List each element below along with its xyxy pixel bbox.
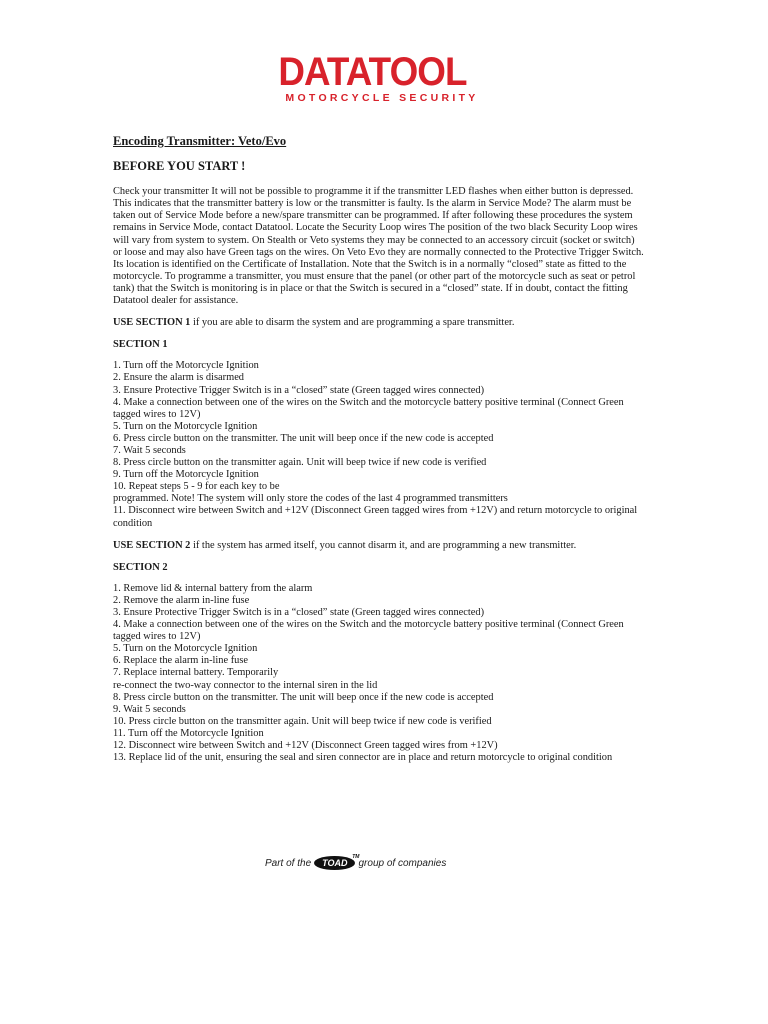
section2-steps (113, 583, 645, 764)
section1-steps (113, 360, 645, 529)
section2-usage (113, 540, 645, 552)
footer-prefix: Part of the (265, 857, 312, 869)
intro-paragraph: Check your transmitter It will not be possible to programme it if the transmitter LED flashes when either button is depressed. This indicates that the transmitter battery is low or the transmitter is faulty. Is the alarm in Service Mode? The alarm must be taken out of Service Mode before a new/spare transmitter can be programmed. If after following these procedures the system remains in Service Mode, contact Datatool. Locate the Security Loop wires The position of the two black Security Loop wires will vary from system to system. On Stealth or Veto systems they may be connected to an accessory circuit (socket or switch) or loose and may also have Green tags on the wires. On Veto Evo they are normally connected to the Protective Trigger Switch. Its location is identified on the Certificate of Installation. Note that the Switch is in a normally “closed” state as fitted to the motorcycle. To programme a transmitter, you must ensure that the panel (or other part of the motorcycle such as seat or petrol tank) that the Switch is monitoring is in place or that the Switch is secured in a “closed” state. If in doubt, contact the fitting Datatool dealer for assistance. (113, 186, 644, 307)
list-item: 7. Replace internal battery. Temporarily (113, 667, 279, 679)
list-item: 1. Remove lid & internal battery from the alarm (113, 582, 313, 594)
section1-heading: SECTION 1 (113, 339, 168, 351)
list-item: 7. Wait 5 seconds (113, 444, 186, 456)
trademark-mark: TM (352, 854, 360, 860)
list-item: 13. Replace lid of the unit, ensuring the seal and siren connector are in place and return motorcycle to original condition (113, 752, 613, 764)
list-item: 3. Ensure Protective Trigger Switch is in a “closed” state (Green tagged wires connected) (113, 384, 485, 396)
section1-usage-label: USE SECTION 1 (113, 317, 191, 329)
list-item: 4. Make a connection between one of the wires on the Switch and the motorcycle battery positive terminal (Connect Green tagged wires to 12V) (113, 619, 624, 643)
section1-usage-text: if you are able to disarm the system and are programming a spare transmitter. (190, 317, 515, 329)
list-item: re-connect the two-way connector to the internal siren in the lid (113, 679, 378, 691)
list-item: 2. Remove the alarm in-line fuse (113, 594, 250, 606)
list-item: 5. Turn on the Motorcycle Ignition (113, 420, 258, 432)
document-title: Encoding Transmitter: Veto/Evo (113, 134, 287, 148)
toad-logo (314, 854, 360, 870)
list-item: 12. Disconnect wire between Switch and +12V (Disconnect Green tagged wires from +12V) (113, 740, 498, 752)
list-item: 8. Press circle button on the transmitter. The unit will beep once if the new code is accepted (113, 691, 494, 703)
list-item: 6. Replace the alarm in-line fuse (113, 655, 249, 667)
list-item: 6. Press circle button on the transmitter. The unit will beep once if the new code is accepted (113, 432, 494, 444)
document-body (113, 135, 645, 774)
section1-usage (113, 317, 645, 329)
footer-suffix: group of companies (358, 857, 447, 869)
list-item: 10. Press circle button on the transmitter again. Unit will beep twice if new code is verified (113, 715, 492, 727)
section2-heading: SECTION 2 (113, 561, 168, 573)
list-item: 1. Turn off the Motorcycle Ignition (113, 360, 259, 372)
list-item: programmed. Note! The system will only store the codes of the last 4 programmed transmitters (113, 493, 508, 505)
list-item: 4. Make a connection between one of the wires on the Switch and the motorcycle battery positive terminal (Connect Green tagged wires to 12V) (113, 396, 624, 420)
list-item: 9. Turn off the Motorcycle Ignition (113, 469, 259, 481)
list-item: 9. Wait 5 seconds (113, 703, 186, 715)
logo-brand: DATATOOL (278, 50, 467, 94)
list-item: 2. Ensure the alarm is disarmed (113, 372, 244, 384)
toad-logo-text: TOAD (322, 858, 348, 868)
section2-usage-text: if the system has armed itself, you cannot disarm it, and are programming a new transmitter. (190, 539, 577, 551)
list-item: 5. Turn on the Motorcycle Ignition (113, 643, 258, 655)
list-item: 11. Disconnect wire between Switch and +12V (Disconnect Green tagged wires from +12V) and return motorcycle to original condition (113, 505, 638, 529)
list-item: 8. Press circle button on the transmitter again. Unit will beep twice if new code is verified (113, 457, 487, 469)
logo-tagline: MOTORCYCLE SECURITY (285, 92, 479, 104)
list-item: 11. Turn off the Motorcycle Ignition (113, 727, 264, 739)
footer-toad-group (265, 852, 505, 874)
list-item: 10. Repeat steps 5 - 9 for each key to be (113, 481, 280, 493)
before-you-start-heading: BEFORE YOU START ! (113, 159, 246, 174)
section2-usage-label: USE SECTION 2 (113, 539, 191, 551)
list-item: 3. Ensure Protective Trigger Switch is in a “closed” state (Green tagged wires connected) (113, 607, 485, 618)
datatool-logo (268, 52, 492, 108)
